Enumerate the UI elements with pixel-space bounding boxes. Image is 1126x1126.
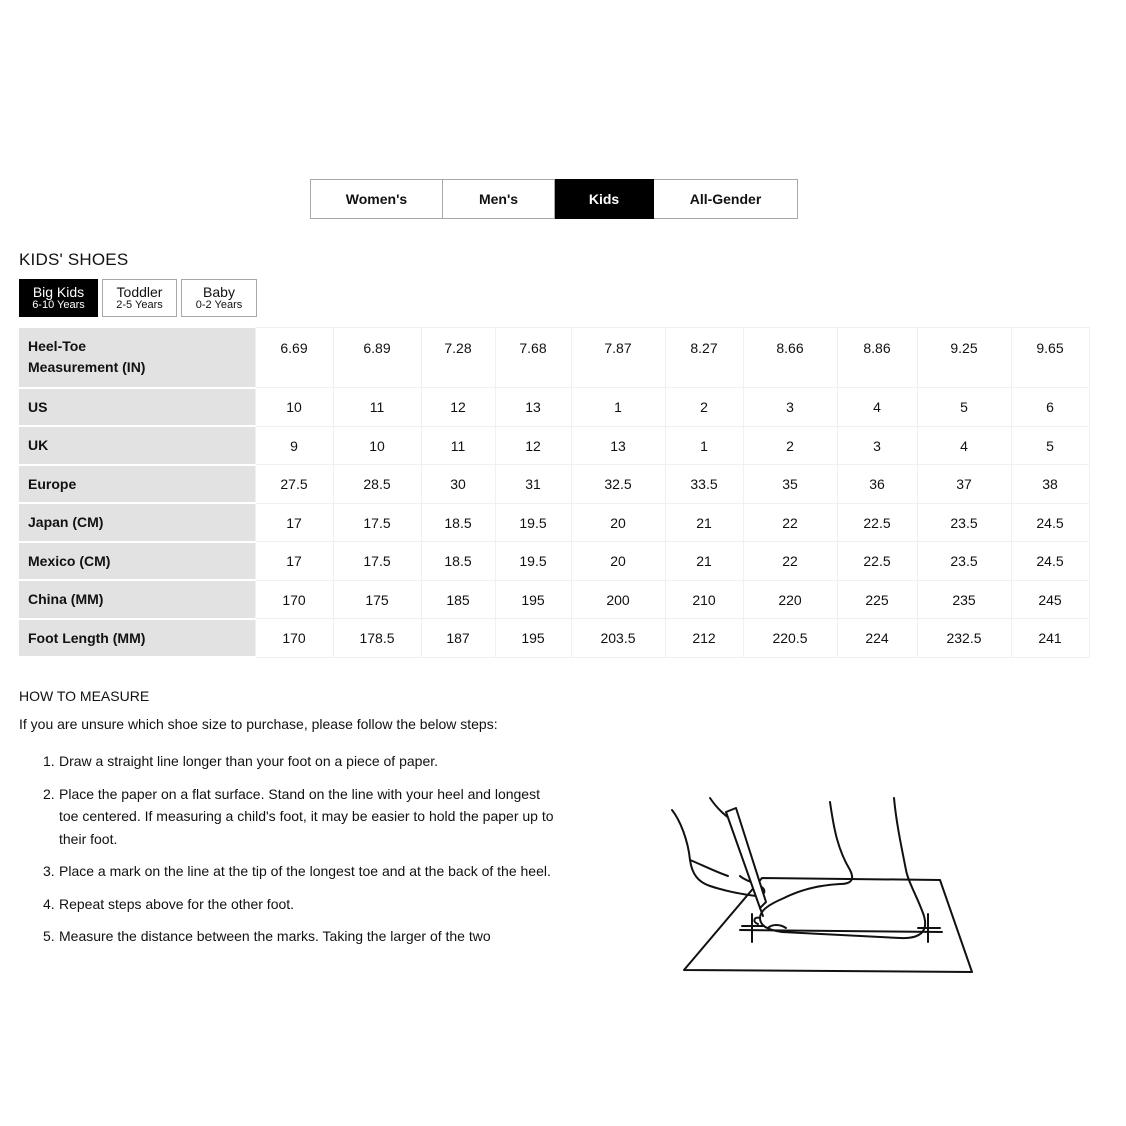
size-cell: 187 — [421, 619, 495, 658]
tab-big-kids[interactable] — [19, 279, 98, 317]
size-cell: 21 — [665, 503, 743, 542]
row-label-line: Measurement (IN) — [28, 359, 146, 375]
size-cell: 8.66 — [743, 328, 837, 388]
tab-all-gender[interactable]: All-Gender — [654, 179, 798, 219]
table-row — [19, 580, 1089, 619]
age-tabs — [19, 279, 257, 317]
size-cell: 18.5 — [421, 542, 495, 581]
size-cell: 28.5 — [333, 465, 421, 504]
row-label: Japan (CM) — [19, 503, 255, 542]
step-number: 4. — [43, 895, 55, 912]
age-tab-range: 6-10 Years — [32, 298, 85, 311]
tab-baby[interactable] — [181, 279, 257, 317]
size-cell: 3 — [743, 388, 837, 427]
size-cell: 24.5 — [1011, 542, 1089, 581]
size-cell: 30 — [421, 465, 495, 504]
size-cell: 17 — [255, 542, 333, 581]
age-tab-range: 2-5 Years — [116, 298, 163, 311]
size-cell: 1 — [665, 426, 743, 465]
size-cell: 10 — [333, 426, 421, 465]
size-cell: 6 — [1011, 388, 1089, 427]
tab-toddler[interactable] — [102, 279, 177, 317]
size-cell: 20 — [571, 503, 665, 542]
size-cell: 1 — [571, 388, 665, 427]
age-tab-name: Big Kids — [32, 283, 85, 300]
step-item — [19, 783, 559, 851]
size-cell: 38 — [1011, 465, 1089, 504]
size-cell: 225 — [837, 580, 917, 619]
size-cell: 22.5 — [837, 503, 917, 542]
size-cell: 22 — [743, 503, 837, 542]
size-cell: 12 — [495, 426, 571, 465]
size-cell: 33.5 — [665, 465, 743, 504]
size-cell: 11 — [421, 426, 495, 465]
size-cell: 18.5 — [421, 503, 495, 542]
size-cell: 212 — [665, 619, 743, 658]
size-cell: 8.27 — [665, 328, 743, 388]
foot-measuring-illustration-icon — [660, 790, 990, 990]
row-label — [19, 328, 255, 388]
size-cell: 224 — [837, 619, 917, 658]
size-cell: 20 — [571, 542, 665, 581]
tab-mens[interactable]: Men's — [443, 179, 555, 219]
age-tab-name: Baby — [203, 283, 235, 300]
row-label: UK — [19, 426, 255, 465]
age-tab-range: 0-2 Years — [195, 298, 243, 311]
size-cell: 7.68 — [495, 328, 571, 388]
size-cell: 22.5 — [837, 542, 917, 581]
steps-list — [19, 750, 579, 948]
size-cell: 13 — [495, 388, 571, 427]
table-row — [19, 465, 1089, 504]
size-cell: 245 — [1011, 580, 1089, 619]
size-cell: 4 — [917, 426, 1011, 465]
size-cell: 195 — [495, 580, 571, 619]
steps-container — [19, 750, 579, 978]
step-item — [19, 893, 559, 916]
how-to-measure-intro: If you are unsure which shoe size to purchase, please follow the below steps: — [19, 716, 498, 732]
step-number: 2. — [43, 785, 55, 802]
size-cell: 9 — [255, 426, 333, 465]
size-cell: 35 — [743, 465, 837, 504]
size-cell: 23.5 — [917, 542, 1011, 581]
row-label: Mexico (CM) — [19, 542, 255, 581]
size-cell: 32.5 — [571, 465, 665, 504]
size-cell: 9.65 — [1011, 328, 1089, 388]
table-row — [19, 542, 1089, 581]
size-cell: 220.5 — [743, 619, 837, 658]
size-cell: 241 — [1011, 619, 1089, 658]
size-cell: 170 — [255, 619, 333, 658]
tab-kids[interactable]: Kids — [555, 179, 654, 219]
table-row — [19, 426, 1089, 465]
row-label: Foot Length (MM) — [19, 619, 255, 658]
size-cell: 5 — [917, 388, 1011, 427]
size-cell: 10 — [255, 388, 333, 427]
step-item — [19, 750, 559, 773]
tab-womens[interactable]: Women's — [310, 179, 443, 219]
size-cell: 220 — [743, 580, 837, 619]
size-cell: 24.5 — [1011, 503, 1089, 542]
size-cell: 200 — [571, 580, 665, 619]
row-label: China (MM) — [19, 580, 255, 619]
table-row — [19, 503, 1089, 542]
size-cell: 203.5 — [571, 619, 665, 658]
step-text: Place the paper on a flat surface. Stand on the line with your heel and longest toe centered. If measuring a child's foot, it may be easier to hold the paper up to their foot. — [59, 785, 554, 847]
how-to-measure-title: HOW TO MEASURE — [19, 688, 150, 704]
step-text: Measure the distance between the marks. Taking the larger of the two — [59, 928, 491, 944]
size-cell: 31 — [495, 465, 571, 504]
size-cell: 17.5 — [333, 503, 421, 542]
size-cell: 2 — [665, 388, 743, 427]
step-text: Draw a straight line longer than your foot on a piece of paper. — [59, 753, 439, 769]
size-cell: 7.28 — [421, 328, 495, 388]
step-item — [19, 860, 559, 883]
size-cell: 17 — [255, 503, 333, 542]
step-text: Place a mark on the line at the tip of the longest toe and at the back of the heel. — [59, 863, 551, 879]
size-cell: 13 — [571, 426, 665, 465]
size-cell: 185 — [421, 580, 495, 619]
table-row — [19, 328, 1089, 388]
size-cell: 7.87 — [571, 328, 665, 388]
size-cell: 6.69 — [255, 328, 333, 388]
size-cell: 8.86 — [837, 328, 917, 388]
size-cell: 21 — [665, 542, 743, 581]
size-cell: 232.5 — [917, 619, 1011, 658]
size-cell: 5 — [1011, 426, 1089, 465]
size-cell: 6.89 — [333, 328, 421, 388]
size-cell: 27.5 — [255, 465, 333, 504]
size-cell: 4 — [837, 388, 917, 427]
step-number: 5. — [43, 928, 55, 944]
gender-tabs — [310, 179, 798, 219]
size-cell: 11 — [333, 388, 421, 427]
step-text: Repeat steps above for the other foot. — [59, 895, 295, 912]
step-number: 3. — [43, 863, 55, 879]
size-cell: 12 — [421, 388, 495, 427]
size-cell: 3 — [837, 426, 917, 465]
size-cell: 23.5 — [917, 503, 1011, 542]
section-title: KIDS' SHOES — [19, 250, 129, 269]
size-cell: 235 — [917, 580, 1011, 619]
size-cell: 19.5 — [495, 503, 571, 542]
size-cell: 195 — [495, 619, 571, 658]
size-cell: 178.5 — [333, 619, 421, 658]
size-cell: 175 — [333, 580, 421, 619]
table-row — [19, 619, 1089, 658]
size-chart-table — [19, 327, 1090, 658]
row-label-line: Heel-Toe — [28, 338, 87, 354]
size-cell: 37 — [917, 465, 1011, 504]
row-label: US — [19, 388, 255, 427]
step-number: 1. — [43, 753, 55, 769]
size-cell: 22 — [743, 542, 837, 581]
size-cell: 170 — [255, 580, 333, 619]
size-cell: 19.5 — [495, 542, 571, 581]
step-item — [19, 925, 559, 948]
table-row — [19, 388, 1089, 427]
size-cell: 17.5 — [333, 542, 421, 581]
size-cell: 210 — [665, 580, 743, 619]
size-cell: 36 — [837, 465, 917, 504]
row-label: Europe — [19, 465, 255, 504]
age-tab-name: Toddler — [116, 283, 163, 300]
size-cell: 2 — [743, 426, 837, 465]
size-cell: 9.25 — [917, 328, 1011, 388]
